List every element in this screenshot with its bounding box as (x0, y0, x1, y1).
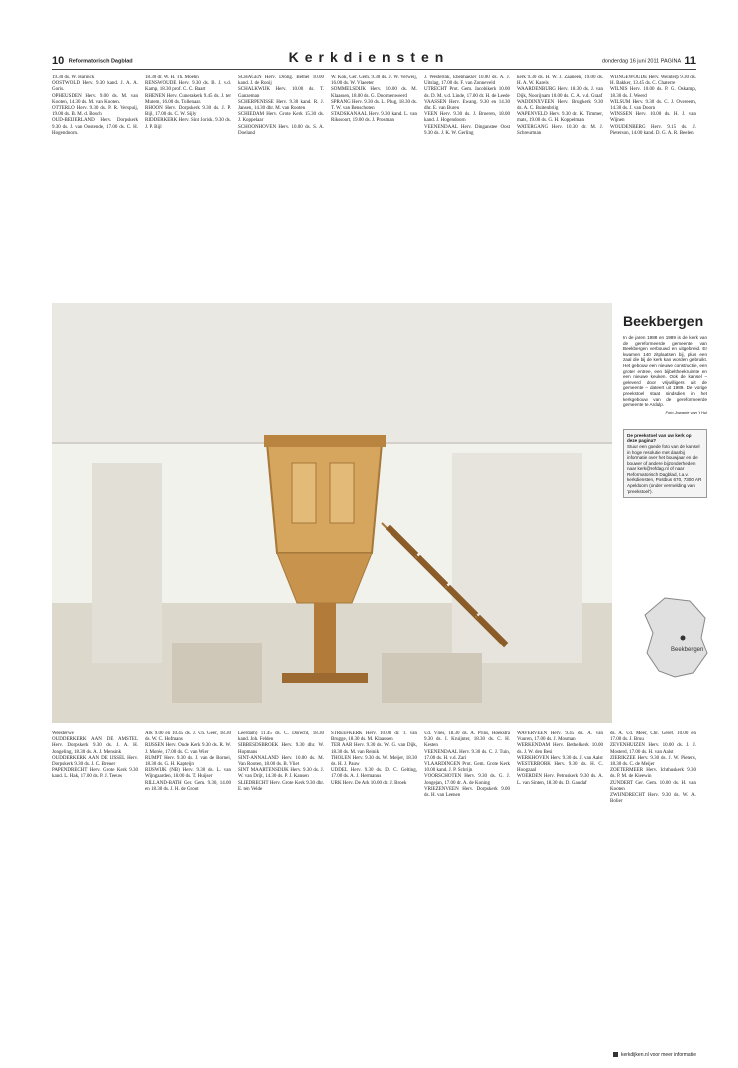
service-listing: Leerdam) 11.45 ds. C. Dorecht, 18.30 kand. Joh. Felden (238, 731, 324, 743)
service-listing: SIBBESDSBROEK Herv. 9.30 dhr. W. Hopmans (238, 743, 324, 755)
service-listing: WILSUM Herv. 9.30 ds. C. J. Overeem, 14.30 ds. J. van Doorn (610, 99, 696, 112)
listing-column (517, 75, 603, 300)
service-listing: WESTERBORK Herv. 9.30 ds. H. C. Hoogzaal (517, 762, 603, 774)
service-listing: SOMMELSDIJK Herv. 10.00 ds. M. Klaassen, 18.00 ds. G. Doornenweerd (331, 87, 417, 99)
service-listing: WINSSEN Herv. 10.00 ds. H. J. van Wijnen (610, 112, 696, 124)
infobox-text: Stuur een goede foto van de kansel in hoge resolutie met daarbij informatie over het bouwjaar en de bouwer of andere bijzonderheden naar kerk@refdag.nl of naar Reformatorisch Dagblad, t.a.v. kerkdiensten, Postbus 670, 7300 AR Apeldoorn (onder vermelding van 'preekstoel'). (627, 443, 702, 494)
service-listing: PAPENDRECHT Herv. Grote Kerk 9.30 kand. L. Hak, 17.00 ds. P. J. Teeuw (52, 768, 138, 780)
listing-column (52, 731, 138, 1051)
service-listing: VRIEZENVEEN Herv. Dorpskerk 9.00 ds. H. van Leenen (424, 786, 510, 799)
page-label: PAGINA (660, 58, 681, 65)
square-bullet-icon (613, 1052, 618, 1057)
service-listing: RENSWOUDE Herv. 9.30 ds. B. J. v.d. Kamp, 18.30 prof. C. C. Baart (145, 81, 231, 93)
service-listing: 19.30 ds. W. Harinck (52, 75, 95, 80)
service-listing: URK Herv. De Ark 10.00 dr. J. Broek (331, 780, 407, 786)
service-listing: STADSKANAAL Herv. 9.30 kand. L. van Rikssoort, 19.00 ds. J. Prosman (331, 112, 417, 124)
service-listing: SCHERPENISSE Herv. 9.30 kand. R. J. Jansen, 14.30 dhr. M. van Rooten (238, 99, 324, 112)
listing-column (610, 731, 696, 1051)
service-listing: kerk 9.30 ds. H. W. J. Zaaneen, 19.00 ds. H. A. W. Karels (517, 75, 603, 87)
service-listing: SCHIEDAM Herv. Grote Kerk 15.30 ds. J. Koppelaar (238, 112, 324, 124)
service-listing: OUDDERKERK AAN DE AMSTEL Herv. Dorpskerk 9.30 ds. J. A. H. Jongeling, 18.30 ds. A. J. Mensink (52, 737, 138, 755)
service-listing: VEENENDAAL Herv. 9.30 ds. C. J. Tuin, 17.00 ds. H. v.d. Zari (424, 749, 510, 761)
listing-column (238, 75, 324, 300)
service-listing: UDDEL Herv. 9.30 ds. D. C. Gelting, 17.00 ds. A. J. Hermanus (331, 768, 417, 780)
service-listing: STREEFKERK Herv. 10.00 dr. T. van Brugge, 18.30 ds. M. Klaassen (331, 731, 417, 743)
service-listing: SCHAGEN Herv. Drong. Bethel 10.00 kand. J. de Rooij (238, 75, 324, 87)
service-listing: VOORSCHOTEN Herv. 9.30 ds. G. J. Jongejan, 17.00 dr. A. de Koning (424, 774, 510, 786)
service-listing: 18.30 dr. W. H. Th. Moehn (145, 75, 199, 80)
service-listing: RHENEN Herv. Cunerakerk 9.45 ds. J. ter Mutem, 16.00 ds. Tollenaar. (145, 93, 231, 105)
service-listing: SLIEDRECHT Herv. Grote Kerk 9.30 dhr. E. ten Velde (238, 780, 324, 792)
service-listing: WILNIS Herv. 10.00 ds. P. G. Oskamp, 18.30 ds. J. Weerd (610, 87, 696, 99)
service-listing: ZEVENHUIZEN Herv. 10.00 ds. J. J. Mosterd, 17.00 ds. H. van Aalst (610, 743, 696, 755)
service-listing: WAARDENBURG Herv. 18.30 ds. J. van Dijk, Noorijnam 10.00 ds. C. A. v.d. Graaf (517, 87, 603, 99)
top-listings (52, 75, 696, 300)
listing-column (424, 75, 510, 300)
listing-column (610, 75, 696, 300)
service-listing: VEENENDAAL Herv. Dinganstee Oost 9.30 ds. J. K. W. Gerling (424, 124, 510, 136)
pulpit-illustration (52, 303, 612, 723)
service-listing: WIJNGEWOUDE Herv. Weinterp 9.30 ds. H. Bakker, 13.45 ds. C. Chaterre (610, 75, 696, 87)
service-listing: TER AAR Herv. 9.30 ds. W. G. van Dijk, 18.30 ds. M. van Reinik (331, 743, 417, 755)
service-listing: ds. A. v.d. Meer, Chr. Geref. 10.00 en 17.00 ds. J. Bruu (610, 731, 696, 743)
service-listing: SPRANG Herv. 9.30 ds. L. Plug, 18.30 ds. T. W. van Benschoten (331, 99, 417, 112)
feature-sidebar (615, 303, 715, 723)
page-date (602, 55, 696, 67)
submission-infobox (623, 429, 707, 499)
service-listing: v.d. Vlies, 18.30 ds. A. Prins, Hoekstra 9.30 ds. I. Kruijnter, 18.30 ds. C. H. Kesten (424, 731, 510, 749)
service-listing: SINT-ANNALAND Herv. 10.00 ds. M. Van Rooten, 18.00 ds. B. Vliet (238, 755, 324, 768)
sidebar-text: In de jaren 1988 en 1989 is de kerk van de gereformeerde gemeente van Beekbergen verbouwd en uitgebreid. Er kwamen 140 zitplaatsen bij, plus een zaal die bij de kerk kan worden gebruikt. Het gebouw een nieuwe constructie, een groter entree, een bijbeltheekruimte en een nieuwe keuken. Ook de kansel – geleverd door vrijwilligers uit de gemeente – dateert uit 1989. De vorige preekstoel staat sindsdien in het kerkgebouw van de gereformeerde gemeente te Ardulp. (623, 335, 707, 408)
service-listing: WERKENDAM Herv. Bethelkerk 10.00 ds. J. W. den Besi (517, 743, 603, 755)
service-listing: VEEN Herv. 9.30 ds. J. Broeren, 18.00 kand. J. Hogendoorn (424, 112, 510, 124)
listing-column (145, 75, 231, 300)
listing-column (52, 75, 138, 300)
listing-column (331, 75, 417, 300)
photo-credit: Foto Jowanie van 't Hul (665, 409, 707, 415)
service-listing: Weesterwe (52, 731, 74, 736)
service-listing: THOLEN Herv. 9.30 ds. W. Meijer, 18.30 ds. H. J. Pauw (331, 755, 417, 768)
listing-column (517, 731, 603, 1051)
date-text: donderdag 16 juni 2011 (601, 58, 660, 65)
service-listing: RIJSSEN Herv. Oude Kerk 9.30 ds. R. W. J. Morée, 17.00 ds. C. van Wier (145, 743, 231, 755)
service-listing: WOERDEN Herv. Petruskerk 9.30 ds. A. L. van Sinten, 18.30 ds. D. Gaudaf (517, 774, 603, 786)
service-listing: ZWIJNDRECHT Herv. 9.30 ds. W. A. Bolier (610, 793, 696, 805)
location-map (635, 593, 715, 683)
service-listing: WAVERVEEN Herv. 9.45 ds. A. van Vuuren, 17.00 ds. J. Mosman (517, 731, 603, 743)
service-listing: UTRECHT Prot. Gem. Jacobikerk 10.00 ds. D. M. v.d. Linde, 17.00 dr. H. de Leede (424, 87, 510, 99)
location-dot (681, 636, 686, 641)
service-listing: SCHOONHOVEN Herv. 10.00 ds. S. A. Doeland (238, 124, 324, 136)
listing-column (145, 731, 231, 1051)
header-rule (52, 69, 696, 70)
service-listing: OTTERLO Herv. 9.30 ds. P. R. Verspuij, 19.00 ds. B. M. d. Bosch (52, 106, 138, 118)
service-listing: SCHALKWIJK Herv. 10.00 ds. T. Ganzeman (238, 87, 324, 99)
service-listing: ZOETERMEER Herv. Ichthuskerk 9.30 ds. P. M. de Kieewin (610, 768, 696, 780)
service-listing: WERKHOVEN Herv. 9.30 ds. J. van Aalst (517, 755, 603, 761)
service-listing: WADDINXVEEN Herv. Brugkerk 9.30 ds. A. C. Buitenbriig (517, 99, 603, 112)
service-listing: Ark 9.00 en 10.45 ds. J. v.h. Geer, 18.30 ds. W. C. Hofmans (145, 731, 231, 743)
infobox-question: De preekstoel van uw kerk op deze pagina? (627, 432, 692, 444)
service-listing: RILLAND-BATH Ger. Gem. 9.30, 14.00 en 18.30 ds. J. H. de Groot (145, 780, 231, 792)
listing-column (238, 731, 324, 1051)
pulpit-photo (52, 303, 612, 723)
left-page-number: 10 (52, 55, 65, 67)
page-header (0, 0, 738, 70)
service-listing: VAASSEN Herv. Ewang. 9.30 en 14.30 dhr. E. van Buren (424, 99, 510, 112)
sidebar-title: Beekbergen (623, 313, 704, 329)
map-label: Beekbergen (671, 647, 704, 653)
service-listing: WOUDENBERG Herv. 9.15 ds. J. Pieterson, 14.00 kand. D. G. A. R. Beelen (610, 124, 696, 136)
service-listing: ZIERIKZEE Herv. 9.30 ds. J. W. Pieters, 18.30 ds. C. de Meijer (610, 755, 696, 768)
listing-column (424, 731, 510, 1051)
page-footer (52, 1048, 696, 1058)
listing-column (331, 731, 417, 1051)
service-listing: OUD-BEIJERLAND Herv. Dorpskerk 9.30 ds. J. van Oostende, 17.00 ds. C. H. Hogendoorn. (52, 118, 138, 136)
service-listing: WAPENVELD Herv. 9.30 dr. K. Timmer, mats, 19.00 ds. G. H. Koppelman (517, 112, 603, 124)
service-listing: RUMPT Herv. 9.30 ds. J. van de Bornei, 18.30 ds. G. H. Kapteijn (145, 755, 231, 768)
section-title: Kerkdiensten (288, 49, 450, 65)
service-listing: OUDDERKERK AAN DE IJSSEL Herv. Dorpskerk 9.30 ds. J. C. Breuer (52, 755, 138, 768)
bottom-listings (52, 731, 696, 1051)
service-listing: J. Westerink, Ebenhaëzer 10.00 ds. A. J. Uitslag, 17.00 ds. F. van Zonneveld (424, 75, 510, 87)
service-listing: SINT MAARTENSDIJK Herv. 9.30 ds. J. W. van Drijt, 14.30 ds. P. J. Kansen (238, 768, 324, 780)
right-page-number: 11 (684, 55, 696, 67)
footer-link[interactable] (613, 1052, 696, 1058)
service-listing: WATERGANG Herv. 10.30 dr. M. J. Schreurman (517, 124, 603, 136)
service-listing: W. Kok, Ger. Gem. 9.30 ds. J. W. Verweij, 16.00 ds. W. Vlaeeter (331, 75, 417, 87)
service-listing: RIJSWIJK (NB) Herv. 9.30 ds. L. van Wijngaarden, 18.00 ds. T. Huijser (145, 768, 231, 780)
service-listing: OOSTWOLD Herv. 9.30 kand. J. A. A. Goris. (52, 81, 138, 93)
footer-link-text: kerkdijken.nl voor meer informatie (620, 1052, 696, 1058)
publication-label: Reformatorisch Dagblad (68, 58, 133, 65)
service-listing: VLAARDINGEN Prot. Gem. Grote Kerk 10.00 kand. J. P. Schrijn (424, 762, 510, 774)
service-listing: ZUNDERT Ger. Gem. 10.00 ds. H. van Kooten (610, 780, 696, 792)
service-listing: OPHEUSDEN Herv. 9.00 ds. M. van Kooten, 14.30 ds. M. van Kooten. (52, 93, 138, 105)
service-listing: RIDDERKERK Herv. Sint Jorisk. 9.30 ds. J. P. Bijl (145, 118, 231, 130)
service-listing: RHOON Herv. Dorpskerk 9.30 ds. J. P. Bijl, 17.00 ds. C. W. Sijly (145, 106, 231, 118)
